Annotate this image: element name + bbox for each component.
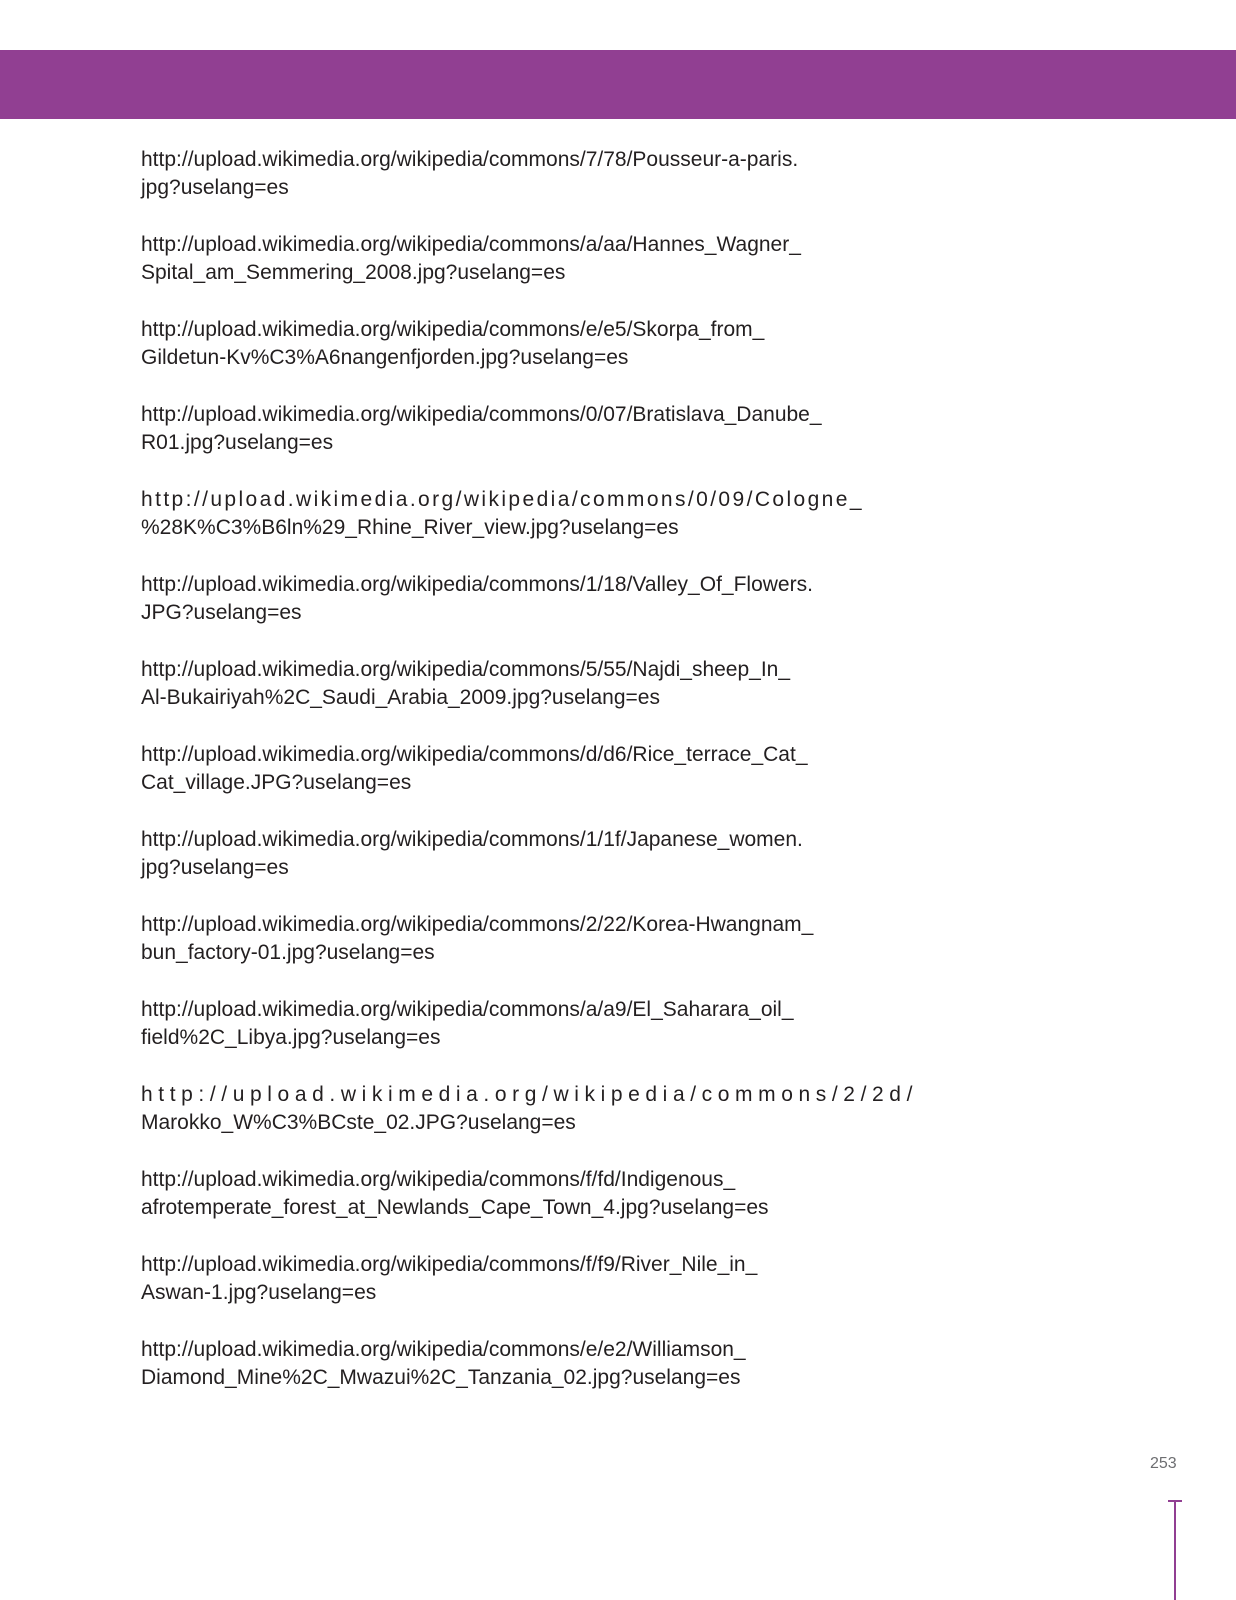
reference-url-line2: Cat_village.JPG?uselang=es — [141, 771, 412, 794]
reference-item — [141, 826, 881, 882]
reference-url-line2: Spital_am_Semmering_2008.jpg?uselang=es — [141, 261, 566, 284]
reference-item — [141, 571, 881, 627]
reference-item — [141, 741, 881, 797]
reference-url-line2: field%2C_Libya.jpg?uselang=es — [141, 1026, 441, 1049]
reference-item — [141, 486, 881, 542]
reference-url-line1: http://upload.wikimedia.org/wikipedia/commons/e/e5/Skorpa_from_ — [141, 318, 765, 341]
reference-url-line2: afrotemperate_forest_at_Newlands_Cape_Town_4.jpg?uselang=es — [141, 1196, 769, 1219]
reference-list — [141, 146, 919, 1421]
reference-url-line1: http://upload.wikimedia.org/wikipedia/commons/f/f9/River_Nile_in_ — [141, 1253, 758, 1276]
reference-url-line2: Gildetun-Kv%C3%A6nangenfjorden.jpg?uselang=es — [141, 346, 629, 369]
reference-url-line1: http://upload.wikimedia.org/wikipedia/commons/a/aa/Hannes_Wagner_ — [141, 233, 801, 256]
reference-item — [141, 656, 881, 712]
reference-url-line2: Aswan-1.jpg?uselang=es — [141, 1281, 377, 1304]
reference-url-line2: bun_factory-01.jpg?uselang=es — [141, 941, 435, 964]
reference-url-line2: Diamond_Mine%2C_Mwazui%2C_Tanzania_02.jpg?uselang=es — [141, 1366, 741, 1389]
reference-url-line2: JPG?uselang=es — [141, 601, 302, 624]
reference-url-line1: http://upload.wikimedia.org/wikipedia/commons/1/18/Valley_Of_Flowers. — [141, 573, 813, 596]
header-band — [0, 50, 1236, 119]
reference-url-line1: http://upload.wikimedia.org/wikipedia/commons/0/09/Cologne_ — [141, 488, 864, 511]
reference-item — [141, 911, 881, 967]
reference-url-line1: http://upload.wikimedia.org/wikipedia/commons/2/22/Korea-Hwangnam_ — [141, 913, 814, 936]
reference-url-line1: http://upload.wikimedia.org/wikipedia/commons/1/1f/Japanese_women. — [141, 828, 803, 851]
reference-item — [141, 1081, 919, 1137]
reference-url-line2: R01.jpg?uselang=es — [141, 431, 334, 454]
reference-item — [141, 316, 881, 372]
reference-url-line2: Al-Bukairiyah%2C_Saudi_Arabia_2009.jpg?uselang=es — [141, 686, 660, 709]
reference-url-line1: http://upload.wikimedia.org/wikipedia/commons/7/78/Pousseur-a-paris. — [141, 148, 799, 171]
reference-url-line1: http://upload.wikimedia.org/wikipedia/commons/2/2d/ — [141, 1083, 919, 1106]
reference-item — [141, 996, 881, 1052]
page-number: 253 — [1150, 1455, 1177, 1472]
reference-url-line1: http://upload.wikimedia.org/wikipedia/commons/e/e2/Williamson_ — [141, 1338, 746, 1361]
reference-url-line1: http://upload.wikimedia.org/wikipedia/commons/5/55/Najdi_sheep_In_ — [141, 658, 791, 681]
reference-url-line1: http://upload.wikimedia.org/wikipedia/commons/a/a9/El_Saharara_oil_ — [141, 998, 794, 1021]
reference-url-line1: http://upload.wikimedia.org/wikipedia/commons/d/d6/Rice_terrace_Cat_ — [141, 743, 808, 766]
reference-url-line2: Marokko_W%C3%BCste_02.JPG?uselang=es — [141, 1111, 576, 1134]
reference-url-line2: jpg?uselang=es — [141, 856, 289, 879]
reference-item — [141, 231, 881, 287]
reference-item — [141, 1336, 881, 1392]
reference-url-line1: http://upload.wikimedia.org/wikipedia/commons/f/fd/Indigenous_ — [141, 1168, 736, 1191]
reference-url-line1: http://upload.wikimedia.org/wikipedia/commons/0/07/Bratislava_Danube_ — [141, 403, 822, 426]
reference-url-line2: jpg?uselang=es — [141, 176, 289, 199]
reference-item — [141, 1251, 881, 1307]
reference-item — [141, 401, 881, 457]
reference-item — [141, 1166, 881, 1222]
reference-url-line2: %28K%C3%B6ln%29_Rhine_River_view.jpg?uselang=es — [141, 516, 679, 539]
reference-item — [141, 146, 881, 202]
page-rule — [1174, 1500, 1176, 1600]
